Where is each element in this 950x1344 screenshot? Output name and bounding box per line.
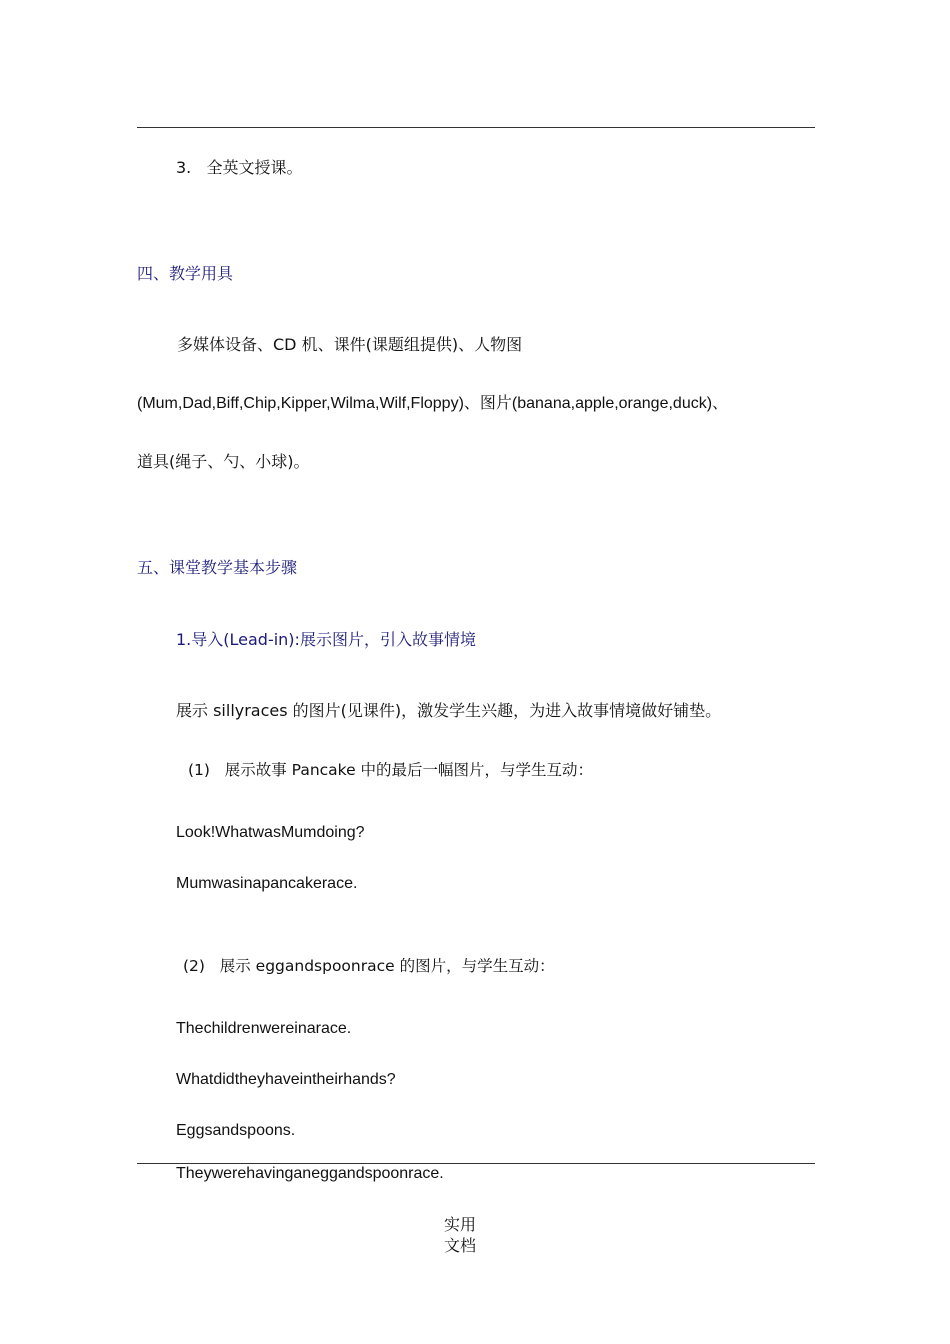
dialog-line: Mumwasinapancakerace. xyxy=(176,875,358,892)
tools-paragraph-line-1: 多媒体设备、CD 机、课件(课题组提供)、人物图 xyxy=(177,335,523,354)
dialog-line: Look!WhatwasMumdoing? xyxy=(176,824,365,841)
footer-line-1: 实用 xyxy=(443,1215,476,1234)
step-1-intro: 展示 sillyraces 的图片(见课件)，激发学生兴趣，为进入故事情境做好铺垫。 xyxy=(176,701,722,720)
header-rule xyxy=(137,127,815,128)
dialog-line: Theywerehavinganeggandspoonrace. xyxy=(176,1165,444,1182)
footer-line-2: 文档 xyxy=(443,1236,476,1255)
section-heading-teaching-tools: 四、教学用具 xyxy=(137,264,234,283)
dialog-line: Thechildrenwereinarace. xyxy=(176,1020,352,1037)
tools-paragraph-line-2: (Mum,Dad,Biff,Chip,Kipper,Wilma,Wilf,Floppy)、图片(banana,apple,orange,duck)、 xyxy=(137,395,729,412)
footer-label xyxy=(440,1214,480,1256)
list-item-3: 3. 全英文授课。 xyxy=(176,158,303,177)
tools-paragraph-line-3: 道具(绳子、勺、小球)。 xyxy=(137,452,310,471)
sub-step-2-heading: (2) 展示 eggandspoonrace 的图片，与学生互动： xyxy=(183,957,555,975)
step-1-heading: 1.导入(Lead-in):展示图片，引入故事情境 xyxy=(176,630,476,649)
dialog-line: Eggsandspoons. xyxy=(176,1122,296,1139)
sub-step-1-heading: (1) 展示故事 Pancake 中的最后一幅图片，与学生互动： xyxy=(188,761,594,779)
dialog-line: Whatdidtheyhaveintheirhands? xyxy=(176,1071,396,1088)
section-heading-teaching-steps: 五、课堂教学基本步骤 xyxy=(137,558,298,577)
